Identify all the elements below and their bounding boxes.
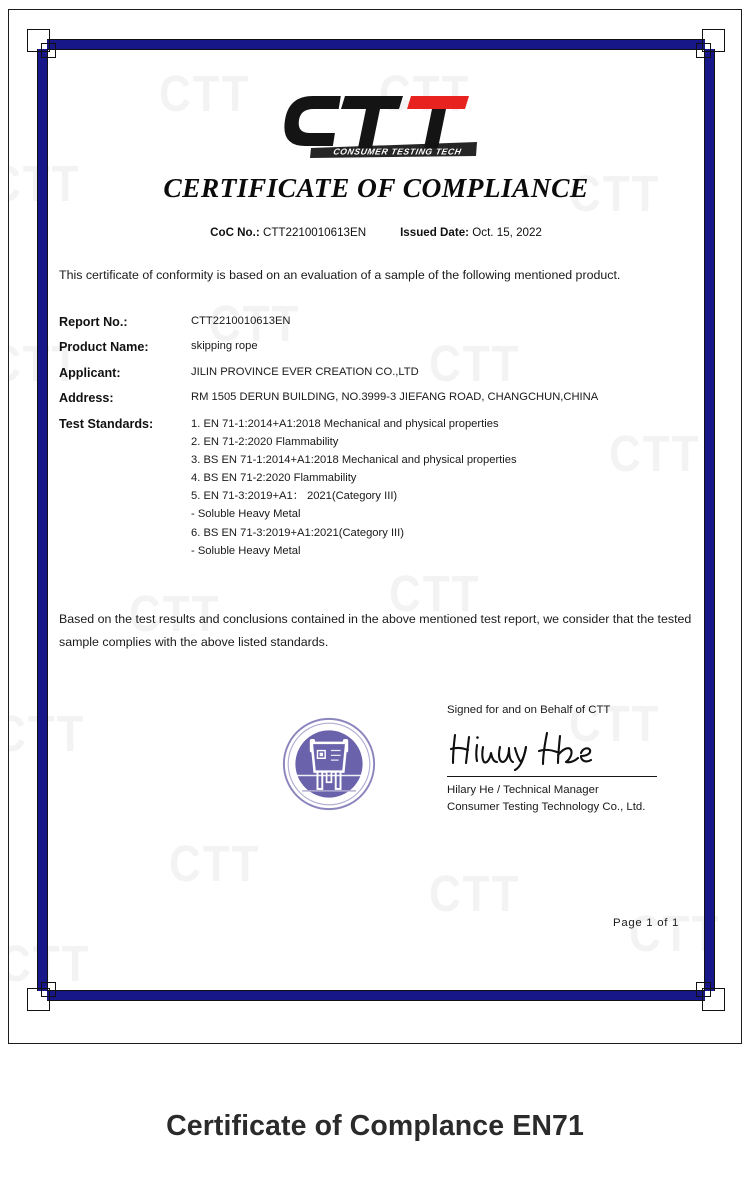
corner-square-outer bbox=[27, 29, 50, 52]
corner-square-inner bbox=[696, 982, 711, 997]
signature-icon bbox=[447, 723, 627, 773]
corner-square-inner bbox=[41, 982, 56, 997]
field-value: RM 1505 DERUN BUILDING, NO.3999-3 JIEFANG ROAD, CHANGCHUN,CHINA bbox=[191, 391, 599, 404]
corner-square-outer bbox=[27, 988, 50, 1011]
field-value: JILIN PROVINCE EVER CREATION CO.,LTD bbox=[191, 365, 419, 378]
list-item: 3. BS EN 71-1:2014+A1:2018 Mechanical and physical properties bbox=[191, 454, 517, 467]
field-report-no bbox=[59, 313, 693, 333]
list-item: 4. BS EN 71-2:2020 Flammability bbox=[191, 472, 357, 485]
list-item: - Soluble Heavy Metal bbox=[191, 508, 301, 521]
corner-square-outer bbox=[702, 29, 725, 52]
issued-date-label: Issued Date: bbox=[400, 226, 470, 239]
conclusion-paragraph: Based on the test results and conclusions contained in the above mentioned test report, we consider that the tested sample complies with the above listed standards. bbox=[59, 611, 692, 649]
field-applicant bbox=[59, 364, 693, 384]
certificate-content bbox=[59, 60, 693, 980]
field-value: skipping rope bbox=[191, 340, 258, 353]
field-label: Address: bbox=[59, 391, 114, 406]
list-item: 6. BS EN 71-3:2019+A1:2021(Category III) bbox=[191, 526, 404, 539]
certificate-sheet bbox=[8, 9, 742, 1044]
border-bar-right bbox=[704, 49, 715, 991]
svg-text:CONSUMER TESTING TECH: CONSUMER TESTING TECH bbox=[332, 146, 463, 157]
border-bar-left bbox=[37, 49, 48, 991]
field-address bbox=[59, 389, 693, 409]
field-label: Test Standards: bbox=[59, 416, 154, 431]
signature-block bbox=[447, 704, 693, 817]
list-item: - Soluble Heavy Metal bbox=[191, 544, 301, 557]
product-details bbox=[59, 313, 693, 560]
page-title: CERTIFICATE OF COMPLIANCE bbox=[163, 172, 589, 203]
corner-square-outer bbox=[702, 988, 725, 1011]
caption-bar bbox=[0, 1052, 750, 1200]
list-item: 5. EN 71-3:2019+A1： 2021(Category III) bbox=[191, 490, 398, 503]
signature-area bbox=[59, 703, 693, 929]
corner-square-inner bbox=[696, 43, 711, 58]
signature-rule bbox=[447, 776, 657, 777]
signed-for-label: Signed for and on Behalf of CTT bbox=[447, 703, 611, 716]
header-meta bbox=[59, 226, 693, 239]
border-bar-top bbox=[47, 39, 705, 50]
coc-number-group bbox=[210, 226, 366, 239]
handwritten-signature bbox=[447, 722, 693, 774]
issued-date-value: Oct. 15, 2022 bbox=[472, 226, 542, 239]
ctt-logo-icon bbox=[271, 82, 481, 162]
corner-square-inner bbox=[41, 43, 56, 58]
test-standards-list bbox=[191, 415, 517, 560]
caption-text: Certificate of Complance EN71 bbox=[166, 1109, 584, 1142]
company-seal-icon bbox=[281, 716, 377, 812]
ctt-logo bbox=[59, 82, 693, 168]
coc-number-label: CoC No.: bbox=[210, 226, 260, 239]
field-value: CTT2210010613EN bbox=[191, 314, 291, 327]
border-bar-bottom bbox=[47, 990, 705, 1001]
list-item: 2. EN 71-2:2020 Flammability bbox=[191, 435, 339, 448]
signer-name-role: Hilary He / Technical Manager bbox=[447, 784, 599, 797]
field-label: Applicant: bbox=[59, 365, 121, 380]
issued-date-group bbox=[400, 226, 542, 239]
field-label: Product Name: bbox=[59, 340, 149, 355]
signer-company: Consumer Testing Technology Co., Ltd. bbox=[447, 801, 646, 814]
field-label: Report No.: bbox=[59, 314, 128, 329]
field-test-standards bbox=[59, 415, 693, 560]
field-product-name bbox=[59, 338, 693, 358]
page-footer: Page 1 of 1 bbox=[613, 916, 679, 929]
list-item: 1. EN 71-1:2014+A1:2018 Mechanical and physical properties bbox=[191, 417, 499, 430]
coc-number-value: CTT2210010613EN bbox=[262, 226, 367, 239]
intro-paragraph: This certificate of conformity is based on an evaluation of a sample of the following mentioned product. bbox=[59, 268, 621, 282]
